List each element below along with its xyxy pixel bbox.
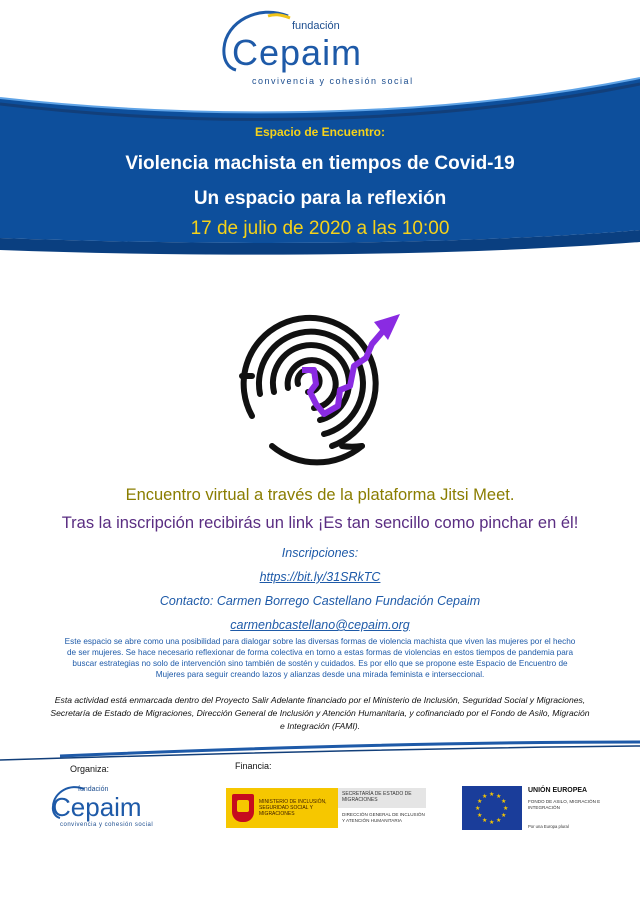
- logo-name-text: Cepaim: [232, 32, 363, 73]
- eu-flag-icon: [462, 786, 522, 830]
- svg-text:★: ★: [482, 793, 488, 800]
- ministerio-text: MINISTERIO DE INCLUSIÓN, SEGURIDAD SOCIAL Y MIGRACIONES: [259, 799, 327, 817]
- inscription-link-line: Tras la inscripción recibirás un link ¡Es tan sencillo como pinchar en él!: [61, 514, 579, 532]
- logo-footer-fundacion: fundación: [78, 786, 109, 793]
- event-date: 17 de julio de 2020 a las 10:00: [190, 218, 450, 239]
- event-kicker: Espacio de Encuentro:: [254, 125, 386, 139]
- event-subtitle: Un espacio para la reflexión: [193, 188, 447, 209]
- logo-footer-tagline: convivencia y cohesión social: [60, 822, 154, 828]
- inscripciones-label: Inscripciones:: [281, 546, 359, 560]
- ministerio-band: [226, 788, 338, 828]
- logo-footer-name: Cepaim: [52, 792, 142, 822]
- secretaria-text: SECRETARÍA DE ESTADO DE MIGRACIONES: [342, 791, 412, 803]
- svg-text:★: ★: [477, 798, 483, 805]
- svg-text:★: ★: [489, 819, 495, 826]
- svg-text:★: ★: [482, 817, 488, 824]
- contact-email-link[interactable]: carmenbcastellano@cepaim.org: [230, 618, 410, 632]
- svg-text:★: ★: [501, 812, 507, 819]
- maze-arrow-illustration: [212, 296, 412, 476]
- secretaria-box: [338, 788, 426, 808]
- contact-line: Contacto: Carmen Borrego Castellano Fundación Cepaim: [159, 594, 481, 608]
- funding-paragraph: Esta actividad está enmarcada dentro del Proyecto Salir Adelante financiado por el Ministerio de Inclusión, Seguridad Social y Migraciones, Secretaría de Estado de Migraciones, Dirección General de Inclusión y Atención Humanitaria, y cofinanciado por el Fondo de Asilo, Migración e Integración (FAMI).: [50, 695, 590, 731]
- logo-tagline: convivencia y cohesión social: [252, 76, 414, 86]
- event-title: Violencia machista en tiempos de Covid-19: [125, 153, 515, 174]
- organiza-label: Organiza:: [70, 764, 110, 774]
- description-paragraph: Este espacio se abre como una posibilidad para dialogar sobre las diversas formas de violencia machista que viven las mujeres por el hecho de ser mujeres. Se hace necesario reflexionar de forma colectiva en torno a estas formas de violencias en estos tiempos de pandemia para buscar estrategias no solo de intervención sino también de sostén y cuidados. Es por ello que se propone este Espacio de Encuentro de Mujeres para seguir creando lazos y alianzas desde una mirada feminista e interseccional.: [64, 637, 576, 679]
- financia-label: Financia:: [235, 761, 272, 771]
- ministerio-logo: [226, 788, 426, 828]
- inscripciones-link[interactable]: https://bit.ly/31SRkTC: [259, 570, 381, 584]
- platform-line: Encuentro virtual a través de la plataforma Jitsi Meet.: [125, 486, 515, 504]
- svg-text:★: ★: [477, 812, 483, 819]
- eu-slogan: Por una Europa plural: [528, 824, 569, 829]
- svg-text:★: ★: [503, 805, 509, 812]
- svg-text:★: ★: [496, 793, 502, 800]
- svg-text:★: ★: [496, 817, 502, 824]
- svg-text:★: ★: [501, 798, 507, 805]
- eu-fund-text: FONDO DE ASILO, MIGRACIÓN E INTEGRACIÓN: [528, 799, 601, 810]
- eu-title: UNIÓN EUROPEA: [528, 787, 588, 794]
- footer-wave: [0, 728, 640, 768]
- svg-text:★: ★: [475, 805, 481, 812]
- svg-text:★: ★: [489, 791, 495, 798]
- direccion-text: DIRECCIÓN GENERAL DE INCLUSIÓN Y ATENCIÓN HUMANITARIA: [342, 812, 425, 823]
- cepaim-logo-footer: [46, 782, 166, 832]
- logo-fundacion-text: fundación: [292, 20, 340, 32]
- spain-shield-icon: [232, 794, 254, 822]
